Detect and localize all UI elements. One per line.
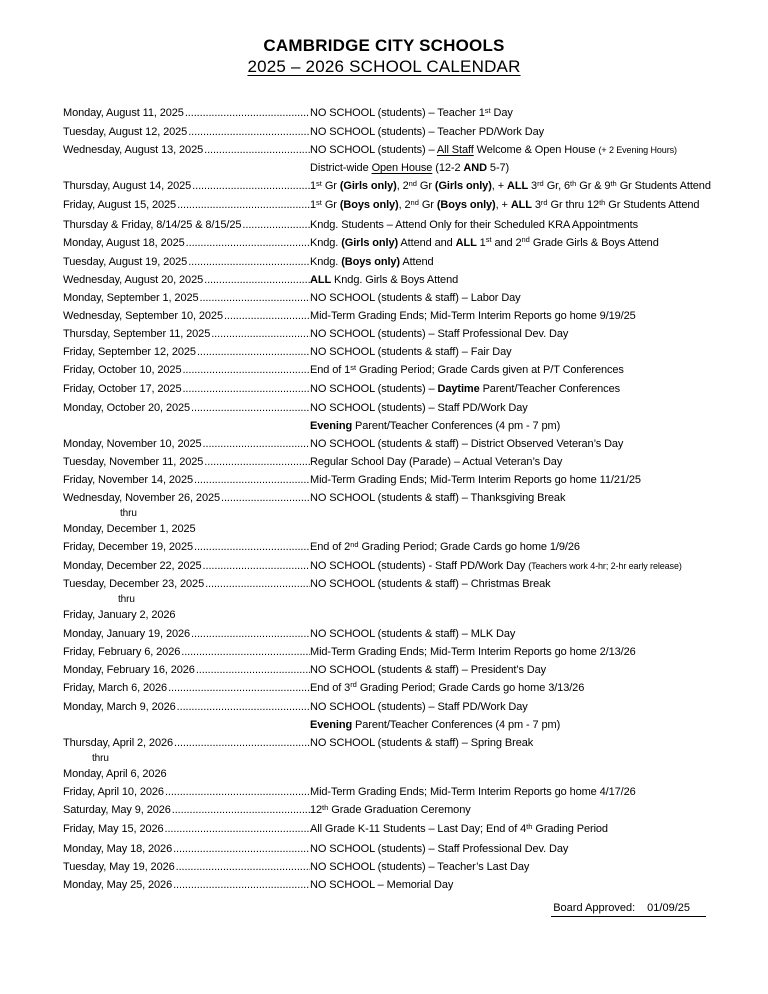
calendar-row	[63, 593, 723, 606]
board-approved-date: 01/09/25	[647, 902, 690, 914]
dot-leader	[172, 801, 310, 819]
calendar-date: Friday, January 2, 2026	[63, 609, 176, 622]
calendar-description: All Grade K-11 Students – Last Day; End of 4th Grading Period	[310, 821, 608, 836]
calendar-date: Monday, September 1, 2025 .....	[63, 289, 310, 307]
calendar-date: Monday, August 11, 2025 .....	[63, 104, 310, 122]
calendar-description: Regular School Day (Parade) – Actual Veteran’s Day	[310, 455, 563, 468]
calendar-date: Thursday, April 2, 2026 .....	[63, 734, 310, 752]
dot-leader	[203, 435, 310, 453]
calendar-row	[63, 625, 723, 643]
calendar-description: NO SCHOOL (students) – Teacher’s Last Day	[310, 860, 530, 873]
calendar-date: Monday, May 25, 2026 .....	[63, 876, 310, 894]
calendar-description: NO SCHOOL (students) – Teacher PD/Work Day	[310, 126, 545, 139]
calendar-date: Friday, December 19, 2025 .....	[63, 538, 310, 556]
calendar-row	[63, 177, 723, 196]
calendar-row	[63, 399, 723, 417]
calendar-date: Tuesday, August 12, 2025 .....	[63, 123, 310, 141]
calendar-row	[63, 234, 723, 253]
dot-leader	[181, 643, 310, 661]
calendar-description: Evening Parent/Teacher Conferences (4 pm - 7 pm)	[310, 419, 561, 432]
calendar-row	[63, 453, 723, 471]
calendar-date: Friday, November 14, 2025 .....	[63, 471, 310, 489]
calendar-row	[63, 435, 723, 453]
calendar-row	[63, 253, 723, 271]
dot-leader	[194, 471, 310, 489]
dot-leader	[224, 307, 310, 325]
dot-leader	[168, 679, 310, 697]
calendar-description: 1st Gr (Boys only), 2nd Gr (Boys only), + ALL 3rd Gr thru 12th Gr Students Attend	[310, 197, 700, 212]
dot-leader	[186, 234, 310, 252]
calendar-date: Wednesday, August 20, 2025 .....	[63, 271, 310, 289]
calendar-row	[63, 417, 723, 435]
calendar-description: NO SCHOOL (students) – Staff Professional Dev. Day	[310, 328, 569, 341]
calendar-date: Friday, February 6, 2026 .....	[63, 643, 310, 661]
board-approved-note	[551, 902, 706, 917]
calendar-description: Mid-Term Grading Ends; Mid-Term Interim Reports go home 4/17/26	[310, 786, 636, 799]
calendar-description: NO SCHOOL – Memorial Day	[310, 878, 454, 891]
calendar-date: Thursday & Friday, 8/14/25 & 8/15/25 .....	[63, 216, 310, 234]
calendar-row	[63, 216, 723, 234]
dot-leader	[191, 625, 310, 643]
calendar-row	[63, 716, 723, 734]
dot-leader	[204, 141, 310, 159]
dot-leader	[182, 380, 310, 398]
calendar-row	[63, 876, 723, 894]
page-title: CAMBRIDGE CITY SCHOOLS	[263, 36, 505, 55]
dot-leader	[177, 196, 310, 214]
dot-leader	[242, 216, 310, 234]
calendar-description: Mid-Term Grading Ends; Mid-Term Interim Reports go home 2/13/26	[310, 645, 636, 658]
dot-leader	[165, 820, 310, 838]
calendar-row	[63, 783, 723, 801]
document-header	[0, 0, 768, 78]
calendar-row	[63, 606, 723, 624]
calendar-date: Monday, January 19, 2026 .....	[63, 625, 310, 643]
dot-leader	[173, 876, 310, 894]
calendar-row	[63, 471, 723, 489]
calendar-description: Kndg. Students – Attend Only for their Scheduled KRA Appointments	[310, 218, 638, 231]
calendar-row	[63, 538, 723, 557]
dot-leader	[192, 177, 310, 195]
calendar-date: Tuesday, May 19, 2026 .....	[63, 858, 310, 876]
calendar-row	[63, 734, 723, 752]
dot-leader	[182, 361, 310, 379]
dot-leader	[173, 840, 310, 858]
calendar-date: Wednesday, September 10, 2025 .....	[63, 307, 310, 325]
dot-leader	[177, 698, 310, 716]
calendar-description: Kndg. (Boys only) Attend	[310, 255, 434, 268]
calendar-row	[63, 840, 723, 858]
calendar-description: NO SCHOOL (students & staff) – President’s Day	[310, 663, 547, 676]
calendar-row	[63, 289, 723, 307]
calendar-row	[63, 489, 723, 507]
calendar-date: Friday, April 10, 2026 .....	[63, 783, 310, 801]
calendar-row	[63, 698, 723, 716]
dot-leader	[194, 538, 310, 556]
calendar-row	[63, 765, 723, 783]
calendar-description: End of 1st Grading Period; Grade Cards given at P/T Conferences	[310, 362, 624, 377]
calendar-row	[63, 643, 723, 661]
calendar-row	[63, 507, 723, 520]
calendar-date: Monday, February 16, 2026 .....	[63, 661, 310, 679]
calendar-date: Thursday, September 11, 2025 .....	[63, 325, 310, 343]
calendar-date: Monday, November 10, 2025 .....	[63, 435, 310, 453]
calendar-date: Friday, October 17, 2025 .....	[63, 380, 310, 398]
calendar-list	[63, 104, 723, 894]
calendar-row	[63, 343, 723, 361]
calendar-row	[63, 123, 723, 141]
dot-leader	[204, 271, 310, 289]
calendar-description: NO SCHOOL (students & staff) – MLK Day	[310, 627, 516, 640]
page-subtitle: 2025 – 2026 SCHOOL CALENDAR	[247, 57, 521, 76]
calendar-description: NO SCHOOL (students & staff) – Christmas Break	[310, 578, 551, 591]
calendar-row	[63, 104, 723, 123]
calendar-description: NO SCHOOL (students) – Teacher 1st Day	[310, 105, 513, 119]
dot-leader	[204, 453, 310, 471]
calendar-date: Friday, May 15, 2026 .....	[63, 820, 310, 838]
dot-leader	[174, 734, 310, 752]
calendar-row	[63, 801, 723, 820]
dot-leader	[165, 783, 310, 801]
calendar-date: Thursday, August 14, 2025 .....	[63, 177, 310, 195]
calendar-date: Monday, April 6, 2026	[63, 768, 167, 781]
calendar-row	[63, 679, 723, 698]
calendar-row	[63, 752, 723, 765]
thru-label: thru	[92, 753, 109, 765]
calendar-description: Evening Parent/Teacher Conferences (4 pm - 7 pm)	[310, 719, 561, 731]
dot-leader	[211, 325, 310, 343]
calendar-row	[63, 361, 723, 380]
calendar-row	[63, 325, 723, 343]
calendar-row	[63, 858, 723, 876]
calendar-date: Monday, December 22, 2025 .....	[63, 557, 310, 575]
calendar-row	[63, 380, 723, 398]
calendar-date: Monday, March 9, 2026 .....	[63, 698, 310, 716]
calendar-date: Monday, October 20, 2025 .....	[63, 399, 310, 417]
calendar-description: NO SCHOOL (students) - Staff PD/Work Day (Teachers work 4-hr; 2-hr early release)	[310, 560, 682, 573]
dot-leader	[205, 575, 310, 593]
calendar-description: NO SCHOOL (students & staff) – Fair Day	[310, 346, 512, 359]
calendar-date: Tuesday, November 11, 2025 .....	[63, 453, 310, 471]
calendar-date: Friday, March 6, 2026 .....	[63, 679, 310, 697]
dot-leader	[188, 253, 310, 271]
calendar-description: Kndg. (Girls only) Attend and ALL 1st and 2nd Grade Girls & Boys Attend	[310, 235, 659, 249]
calendar-description: NO SCHOOL (students) – Staff PD/Work Day	[310, 700, 528, 713]
calendar-date: Monday, May 18, 2026 .....	[63, 840, 310, 858]
dot-leader	[185, 104, 310, 122]
calendar-description: NO SCHOOL (students) – Daytime Parent/Teacher Conferences	[310, 383, 620, 396]
dot-leader	[221, 489, 310, 507]
calendar-row	[63, 196, 723, 215]
calendar-date: Saturday, May 9, 2026 .....	[63, 801, 310, 819]
calendar-date: Monday, December 1, 2025	[63, 523, 196, 536]
calendar-description: NO SCHOOL (students) – All Staff Welcome & Open House (+ 2 Evening Hours)	[310, 144, 677, 157]
calendar-row	[63, 520, 723, 538]
calendar-description: NO SCHOOL (students) – Staff PD/Work Day	[310, 401, 528, 414]
calendar-description: NO SCHOOL (students & staff) – District Observed Veteran’s Day	[310, 437, 624, 450]
dot-leader	[176, 858, 310, 876]
calendar-row	[63, 307, 723, 325]
calendar-row	[63, 557, 723, 575]
dot-leader	[188, 123, 310, 141]
calendar-description: ALL Kndg. Girls & Boys Attend	[310, 273, 459, 286]
calendar-description: NO SCHOOL (students & staff) – Thanksgiving Break	[310, 491, 566, 504]
calendar-date: Friday, October 10, 2025 .....	[63, 361, 310, 379]
board-approved-label: Board Approved:	[553, 902, 636, 914]
calendar-description: NO SCHOOL (students & staff) – Labor Day	[310, 291, 521, 304]
calendar-description: District-wide Open House (12-2 AND 5-7)	[310, 162, 510, 175]
dot-leader	[191, 399, 310, 417]
calendar-date: Tuesday, August 19, 2025 .....	[63, 253, 310, 271]
calendar-description: Mid-Term Grading Ends; Mid-Term Interim Reports go home 9/19/25	[310, 310, 636, 323]
calendar-row	[63, 141, 723, 159]
calendar-date: Wednesday, November 26, 2025 .....	[63, 489, 310, 507]
dot-leader	[197, 343, 310, 361]
calendar-description: Mid-Term Grading Ends; Mid-Term Interim Reports go home 11/21/25	[310, 473, 641, 486]
dot-leader	[203, 557, 310, 575]
calendar-date: Tuesday, December 23, 2025 .....	[63, 575, 310, 593]
calendar-description: 12th Grade Graduation Ceremony	[310, 802, 471, 817]
calendar-description: NO SCHOOL (students & staff) – Spring Break	[310, 737, 534, 750]
calendar-description: 1st Gr (Girls only), 2nd Gr (Girls only), + ALL 3rd Gr, 6th Gr & 9th Gr Students Attend	[310, 178, 711, 193]
thru-label: thru	[118, 594, 135, 606]
calendar-row	[63, 661, 723, 679]
calendar-description: End of 2nd Grading Period; Grade Cards go home 1/9/26	[310, 539, 580, 554]
calendar-date: Monday, August 18, 2025 .....	[63, 234, 310, 252]
calendar-row	[63, 820, 723, 839]
calendar-date: Wednesday, August 13, 2025 .....	[63, 141, 310, 159]
calendar-row	[63, 575, 723, 593]
dot-leader	[196, 661, 310, 679]
calendar-date: Friday, August 15, 2025 .....	[63, 196, 310, 214]
thru-label: thru	[120, 508, 137, 520]
calendar-row	[63, 271, 723, 289]
dot-leader	[200, 289, 311, 307]
calendar-description: NO SCHOOL (students) – Staff Professional Dev. Day	[310, 842, 569, 855]
calendar-row	[63, 159, 723, 177]
calendar-date: Friday, September 12, 2025 .....	[63, 343, 310, 361]
calendar-description: End of 3rd Grading Period; Grade Cards go home 3/13/26	[310, 680, 585, 694]
